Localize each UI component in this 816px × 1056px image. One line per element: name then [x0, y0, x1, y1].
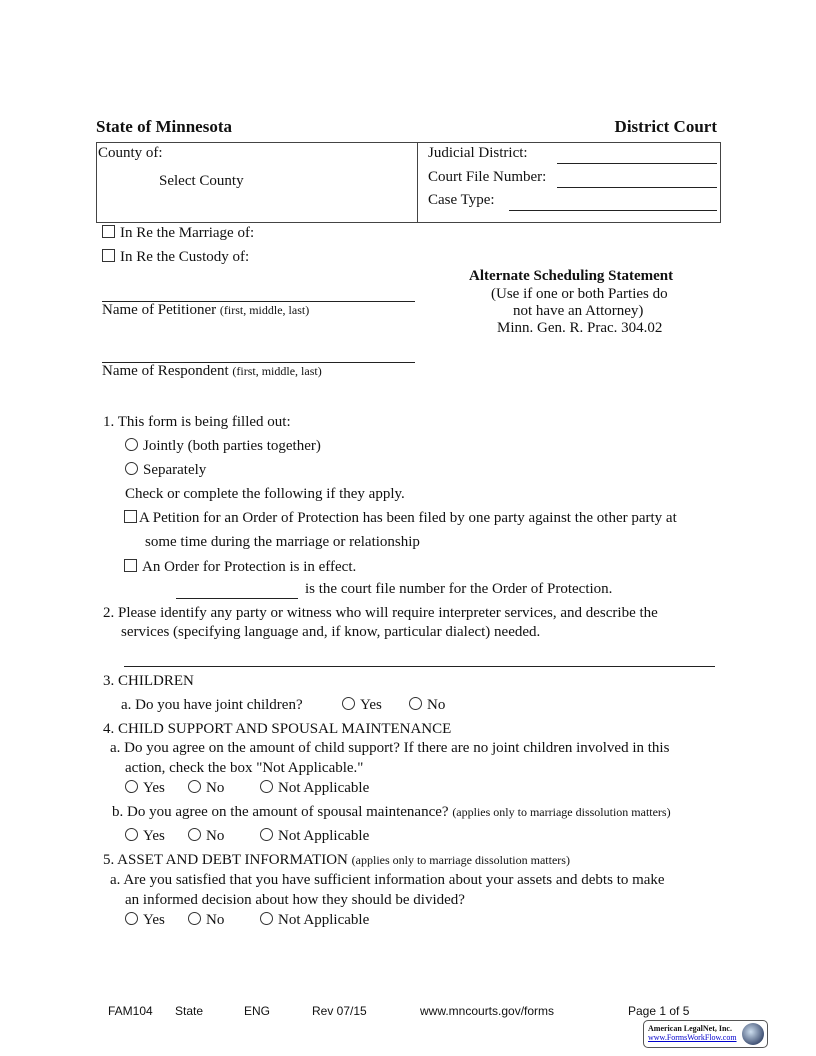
q4b-no-radio[interactable]: No — [188, 827, 224, 845]
q4a-text-2: action, check the box "Not Applicable." — [125, 760, 364, 776]
q4a-yes-radio[interactable]: Yes — [125, 779, 165, 797]
q4b-text: b. Do you agree on the amount of spousal maintenance? (applies only to marriage dissolution matters) — [112, 804, 671, 820]
radio-icon — [125, 828, 138, 841]
q5a-yes-radio[interactable]: Yes — [125, 911, 165, 929]
radio-icon — [260, 912, 273, 925]
county-label: County of: — [98, 145, 163, 161]
radio-icon — [125, 912, 138, 925]
q4b-na-radio[interactable]: Not Applicable — [260, 827, 369, 845]
footer-jurisdiction: State — [175, 1004, 204, 1018]
petitioner-label: Name of Petitioner (first, middle, last) — [102, 302, 310, 318]
q5-heading: 5. ASSET AND DEBT INFORMATION (applies only to marriage dissolution matters) — [103, 852, 570, 868]
logo-url[interactable]: www.FormsWorkFlow.com — [648, 1033, 737, 1042]
q4a-text-1: a. Do you agree on the amount of child support? If there are no joint children involved in this — [110, 740, 670, 756]
q5a-na-radio[interactable]: Not Applicable — [260, 911, 369, 929]
radio-icon — [260, 828, 273, 841]
footer-form-code: FAM104 — [108, 1004, 153, 1018]
q3-no-radio[interactable]: No — [409, 696, 445, 714]
q2-text-1: 2. Please identify any party or witness who will require interpreter services, and describe the — [103, 605, 658, 621]
radio-icon — [188, 912, 201, 925]
judicial-district-label: Judicial District: — [428, 145, 528, 161]
q3a-text: a. Do you have joint children? — [121, 697, 303, 713]
order-file-number-text: is the court file number for the Order of Protection. — [305, 581, 613, 597]
order-file-number-field[interactable] — [176, 598, 298, 599]
checkbox-icon — [124, 559, 137, 572]
state-heading: State of Minnesota — [96, 117, 232, 136]
q3-heading: 3. CHILDREN — [103, 673, 194, 689]
case-type-field[interactable] — [509, 210, 717, 211]
logo-company: American LegalNet, Inc. — [648, 1024, 732, 1033]
marriage-checkbox[interactable] — [102, 224, 254, 242]
footer-language: ENG — [244, 1004, 271, 1018]
court-file-number-label: Court File Number: — [428, 169, 547, 185]
q4-heading: 4. CHILD SUPPORT AND SPOUSAL MAINTENANCE — [103, 721, 452, 737]
interpreter-field[interactable] — [124, 666, 715, 667]
custody-checkbox[interactable] — [102, 248, 249, 266]
jointly-radio[interactable]: Jointly (both parties together) — [125, 437, 321, 455]
q4a-na-radio[interactable]: Not Applicable — [260, 779, 369, 797]
q1-text: 1. This form is being filled out: — [103, 414, 291, 430]
radio-icon — [409, 697, 422, 710]
q5a-text-1: a. Are you satisfied that you have sufficient information about your assets and debts to make — [110, 872, 665, 888]
radio-icon — [125, 780, 138, 793]
separately-radio[interactable]: Separately — [125, 461, 206, 479]
petition-filed-text: some time during the marriage or relationship — [145, 534, 420, 550]
radio-icon — [260, 780, 273, 793]
footer-page: Page 1 of 5 — [628, 1004, 690, 1018]
custody-label: In Re the Custody of: — [120, 249, 250, 265]
radio-icon — [125, 438, 138, 451]
court-file-number-field[interactable] — [557, 187, 717, 188]
marriage-label: In Re the Marriage of: — [120, 225, 255, 241]
globe-icon — [742, 1023, 764, 1045]
judicial-district-field[interactable] — [557, 163, 717, 164]
checkbox-icon[interactable] — [102, 225, 115, 238]
caption-divider — [417, 142, 418, 222]
order-in-effect-checkbox[interactable]: An Order for Protection is in effect. — [124, 558, 356, 576]
q2-text-2: services (specifying language and, if know, particular dialect) needed. — [121, 624, 541, 640]
form-subtitle-2: not have an Attorney) — [513, 303, 644, 319]
q5a-no-radio[interactable]: No — [188, 911, 224, 929]
form-rule: Minn. Gen. R. Prac. 304.02 — [497, 320, 663, 336]
petition-filed-checkbox[interactable]: A Petition for an Order of Protection has been filed by one party against the other party at — [124, 509, 677, 527]
footer-revision: Rev 07/15 — [312, 1004, 367, 1018]
footer-url[interactable]: www.mncourts.gov/forms — [420, 1004, 555, 1018]
case-type-label: Case Type: — [428, 192, 495, 208]
form-subtitle-1: (Use if one or both Parties do — [491, 286, 668, 302]
radio-icon — [342, 697, 355, 710]
q3-yes-radio[interactable]: Yes — [342, 696, 382, 714]
q5a-text-2: an informed decision about how they should be divided? — [125, 892, 465, 908]
county-select[interactable]: Select County — [159, 173, 244, 189]
radio-icon — [125, 462, 138, 475]
radio-icon — [188, 828, 201, 841]
legalnet-logo[interactable] — [643, 1020, 768, 1048]
respondent-label: Name of Respondent (first, middle, last) — [102, 363, 322, 379]
radio-icon — [188, 780, 201, 793]
checkbox-icon — [124, 510, 137, 523]
q4b-yes-radio[interactable]: Yes — [125, 827, 165, 845]
form-title: Alternate Scheduling Statement — [469, 268, 674, 284]
checkbox-icon[interactable] — [102, 249, 115, 262]
q1-instruction: Check or complete the following if they apply. — [125, 486, 405, 502]
q4a-no-radio[interactable]: No — [188, 779, 224, 797]
court-heading: District Court — [614, 117, 717, 136]
